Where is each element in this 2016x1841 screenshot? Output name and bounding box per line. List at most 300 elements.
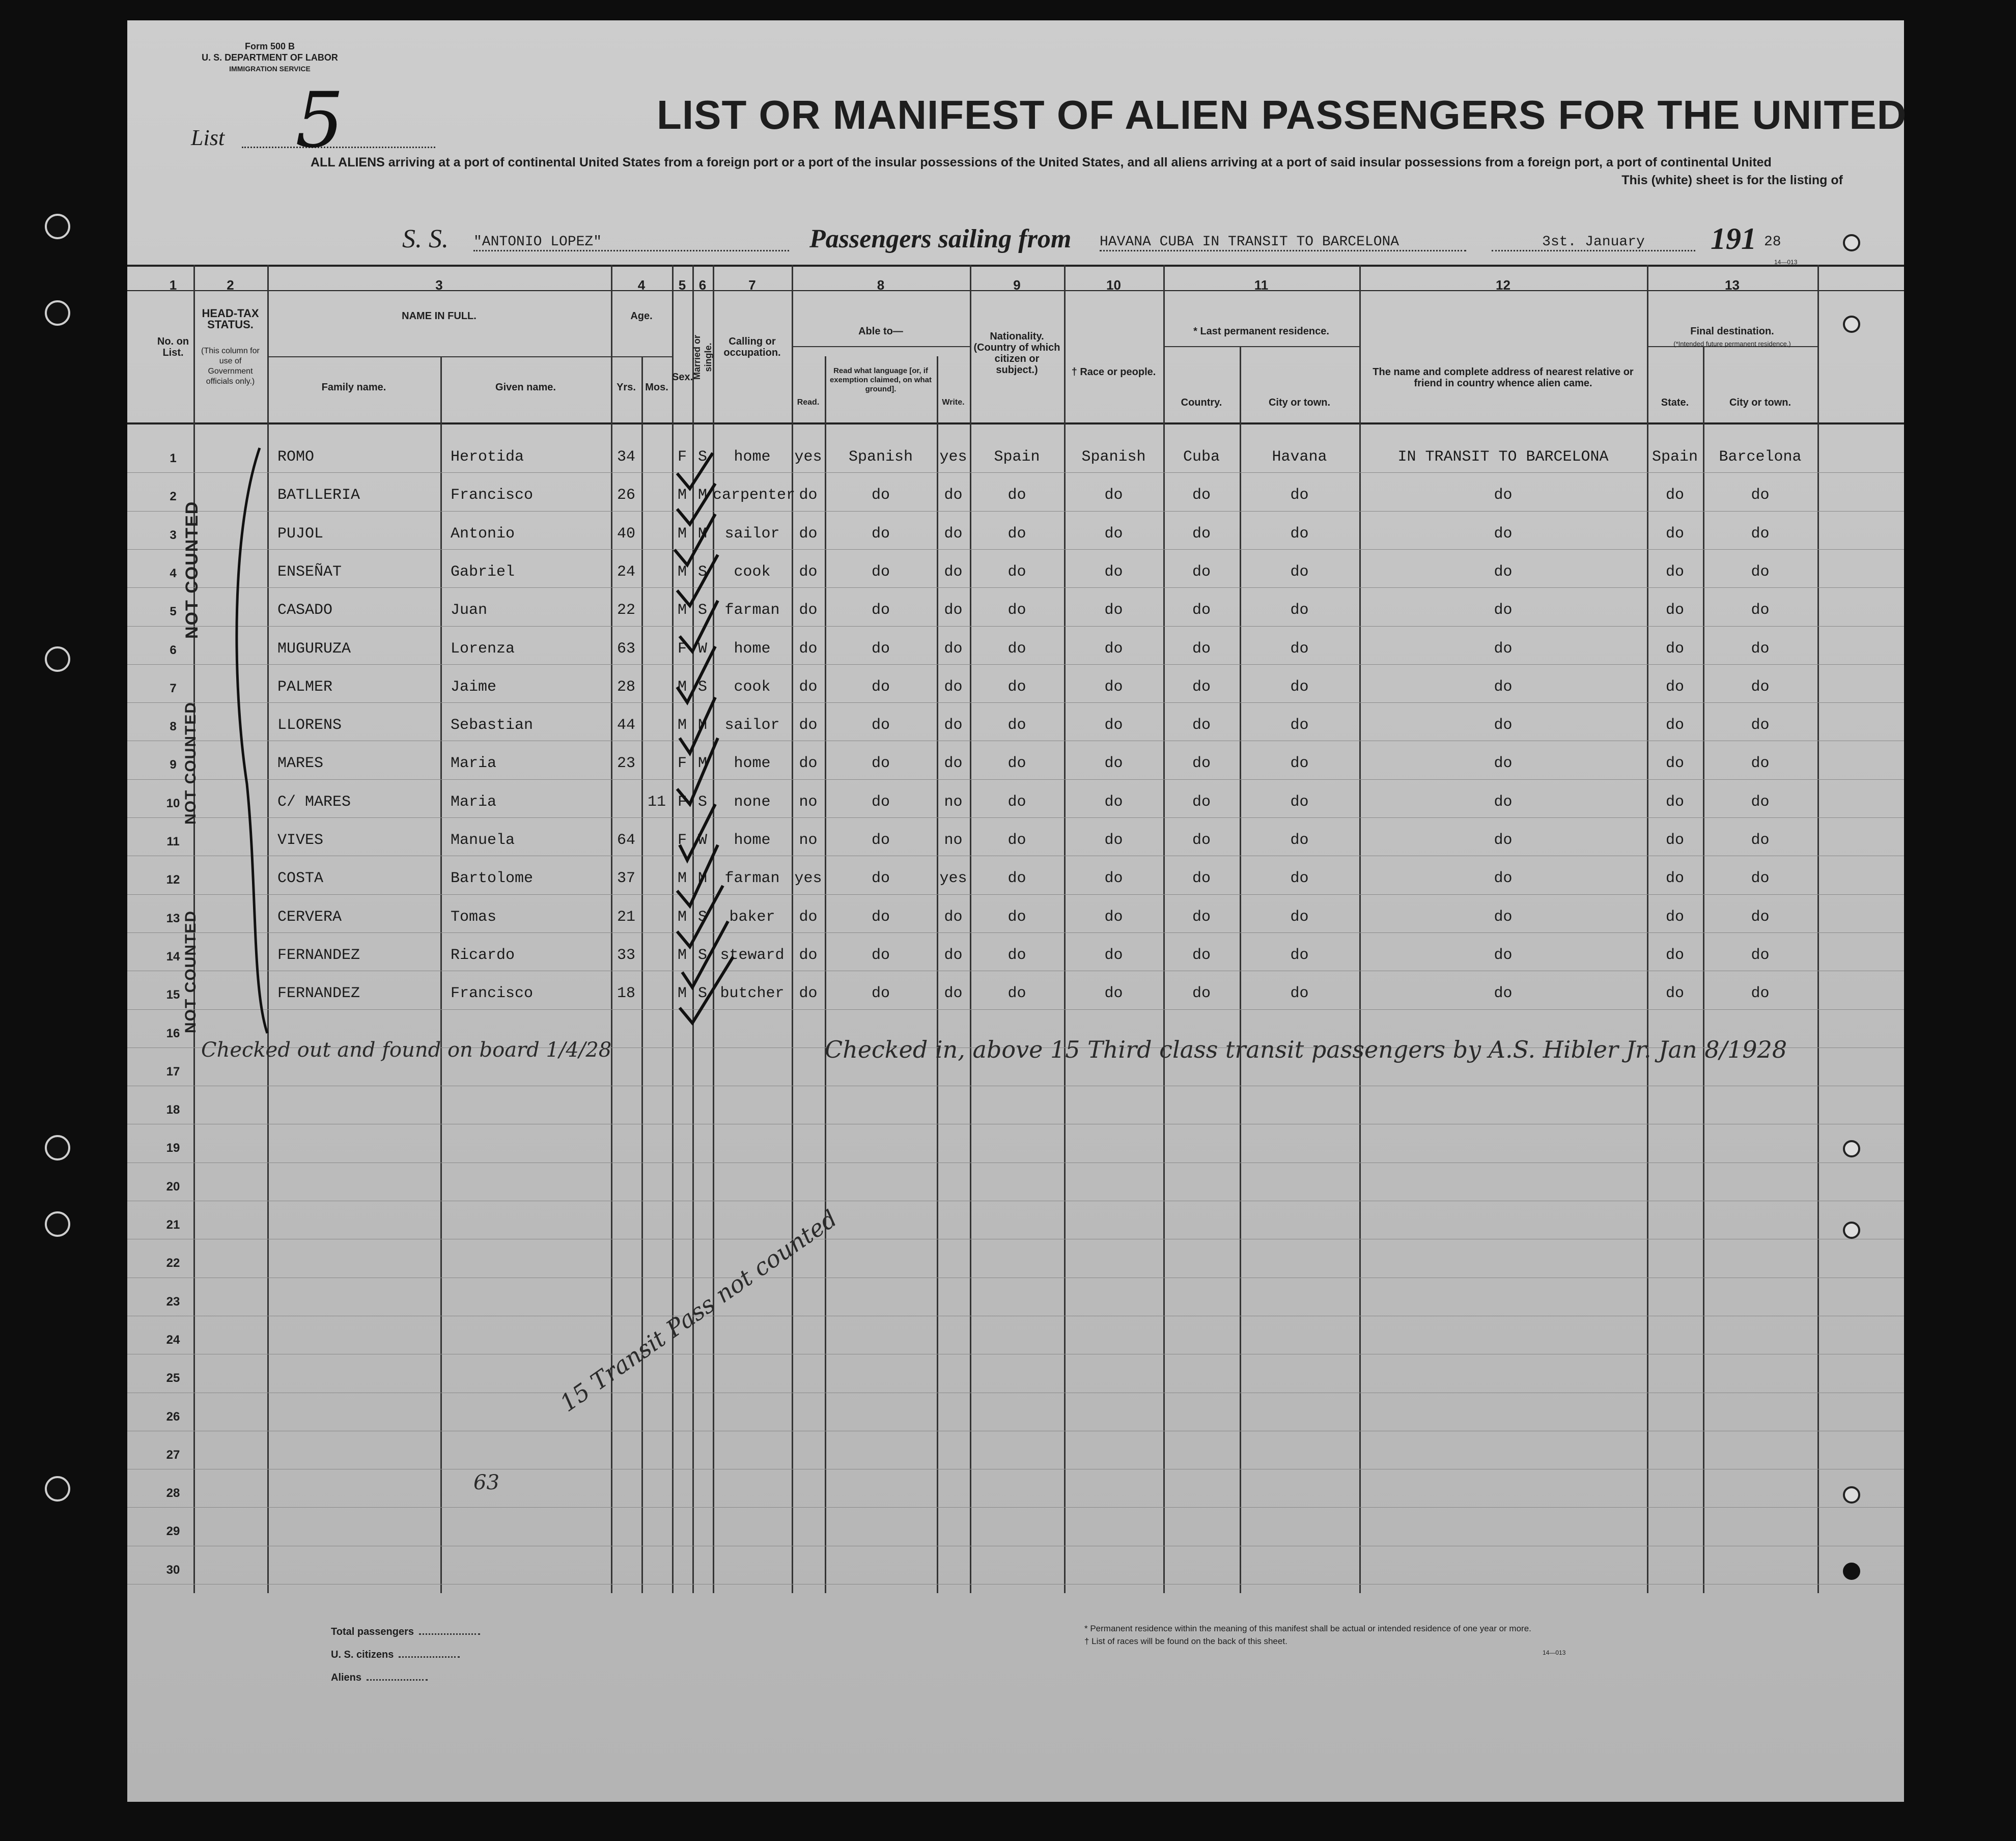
row-rule: [127, 779, 1904, 780]
nationality: do: [1007, 755, 1026, 773]
not-counted-stamp: NOT COUNTED: [182, 500, 202, 639]
read-language: do: [871, 717, 890, 734]
nationality: Spain: [994, 448, 1040, 466]
marital-status: S: [697, 563, 707, 581]
sex: F: [677, 755, 687, 773]
hdr-given-name: Given name.: [495, 382, 556, 393]
can-read: do: [799, 602, 818, 619]
row-number: 15: [166, 988, 180, 1002]
residence-city: do: [1290, 487, 1309, 504]
sailing-label: Passengers sailing from: [809, 224, 1072, 253]
can-write: yes: [939, 448, 967, 466]
residence-city: Havana: [1272, 448, 1327, 466]
col-number: 7: [748, 277, 756, 293]
relative-address: do: [1494, 908, 1513, 926]
given-name: Herotida: [451, 448, 524, 466]
hdr-mos: Mos.: [645, 382, 668, 393]
age-years: 44: [617, 717, 635, 734]
row-number: 3: [170, 528, 177, 542]
destination-state: do: [1665, 640, 1684, 658]
destination-state: do: [1665, 487, 1684, 504]
occupation: farman: [724, 602, 780, 619]
subtitle-1: ALL ALIENS arriving at a port of continental United States from a foreign port or a port of the insular possessions of the United States, and all aliens arriving at a port of said insular possessions from a foreign port, a port of continental United: [311, 155, 1772, 169]
hdr-write: Write.: [942, 398, 965, 407]
age-years: 26: [617, 487, 635, 504]
read-language: do: [871, 563, 890, 581]
family-name: PUJOL: [277, 525, 324, 543]
can-write: do: [944, 487, 963, 504]
residence-city: do: [1290, 908, 1309, 926]
read-language: do: [871, 487, 890, 504]
destination-state: do: [1665, 793, 1684, 811]
ship-name: "ANTONIO LOPEZ": [473, 234, 789, 251]
age-years: 18: [617, 985, 635, 1003]
relative-address: do: [1494, 793, 1513, 811]
occupation: farman: [724, 870, 780, 888]
relative-address: IN TRANSIT TO BARCELONA: [1397, 448, 1609, 466]
family-name: COSTA: [277, 870, 324, 888]
row-number: 21: [166, 1218, 180, 1232]
given-name: Gabriel: [451, 563, 515, 581]
row-number: 11: [166, 835, 180, 848]
read-language: do: [871, 793, 890, 811]
residence-city: do: [1290, 602, 1309, 619]
nationality: do: [1007, 640, 1026, 658]
nationality: do: [1007, 908, 1026, 926]
relative-address: do: [1494, 640, 1513, 658]
col-number: 2: [227, 277, 234, 293]
residence-country: do: [1192, 946, 1211, 964]
can-read: do: [799, 985, 818, 1003]
nationality: do: [1007, 870, 1026, 888]
form-number: Form 500 B: [244, 41, 295, 51]
name-rule: [267, 356, 611, 357]
residence-country: do: [1192, 908, 1211, 926]
nationality: do: [1007, 678, 1026, 696]
can-write: do: [944, 640, 963, 658]
family-name: CASADO: [277, 602, 333, 619]
col-line: [1817, 265, 1819, 1593]
family-name: FERNANDEZ: [277, 946, 360, 964]
marital-status: S: [697, 602, 707, 619]
destination-city: do: [1751, 717, 1770, 734]
given-name: Maria: [451, 793, 497, 811]
residence-city: do: [1290, 832, 1309, 849]
occupation: cook: [734, 563, 771, 581]
hdr-relative: The name and complete address of nearest relative or friend in country whence alien came.: [1373, 366, 1634, 389]
hdr-married: Married or single.: [692, 334, 713, 380]
residence-rule: [1163, 346, 1359, 347]
checked-in-note: Checked in, above 15 Third class transit passengers by A.S. Hibler Jr. Jan 8/1928: [825, 1036, 1787, 1063]
age-rule: [611, 356, 672, 357]
can-write: do: [944, 985, 963, 1003]
marital-status: S: [697, 793, 707, 811]
row-number: 22: [166, 1256, 180, 1270]
given-name: Ricardo: [451, 946, 515, 964]
row-rule: [127, 626, 1904, 627]
marital-status: M: [697, 487, 707, 504]
sex: M: [677, 563, 687, 581]
marital-status: M: [697, 870, 707, 888]
row-number: 23: [166, 1294, 180, 1309]
read-language: do: [871, 640, 890, 658]
relative-address: do: [1494, 717, 1513, 734]
sex: M: [677, 525, 687, 543]
can-write: yes: [939, 870, 967, 888]
sex: F: [677, 793, 687, 811]
col-number: 11: [1254, 277, 1269, 293]
nationality: do: [1007, 832, 1026, 849]
relative-address: do: [1494, 525, 1513, 543]
family-name: PALMER: [277, 678, 333, 696]
hdr-sex: Sex.: [672, 372, 693, 383]
col-number: 4: [637, 277, 646, 293]
age-years: 22: [617, 602, 635, 619]
residence-country: do: [1192, 678, 1211, 696]
residence-country: Cuba: [1183, 448, 1220, 466]
col-number: 9: [1013, 277, 1021, 293]
family-name: BATLLERIA: [277, 487, 360, 504]
residence-country: do: [1192, 487, 1211, 504]
given-name: Francisco: [451, 487, 534, 504]
age-years: 37: [617, 870, 635, 888]
destination-state: do: [1665, 755, 1684, 773]
destination-state: Spain: [1651, 448, 1698, 466]
can-read: do: [799, 908, 818, 926]
residence-country: do: [1192, 793, 1211, 811]
age-years: 40: [617, 525, 635, 543]
residence-city: do: [1290, 793, 1309, 811]
row-number: 19: [166, 1141, 180, 1155]
footer-citizens: [331, 1649, 460, 1661]
row-number: 20: [166, 1179, 180, 1194]
able-rule: [792, 346, 970, 347]
age-years: 34: [617, 448, 635, 466]
hdr-read-language: Read what language [or, if exemption claimed, on what ground].: [829, 366, 932, 393]
can-read: do: [799, 563, 818, 581]
race: do: [1104, 717, 1123, 734]
row-rule: [127, 587, 1904, 588]
given-name: Maria: [451, 755, 497, 773]
destination-city: Barcelona: [1719, 448, 1802, 466]
family-name: C/ MARES: [277, 793, 351, 811]
nationality: do: [1007, 487, 1026, 504]
row-rule: [127, 664, 1904, 665]
row-number: 16: [166, 1026, 180, 1040]
row-number: 13: [166, 911, 180, 925]
row-number: 30: [166, 1563, 180, 1577]
can-write: do: [944, 717, 963, 734]
can-read: do: [799, 487, 818, 504]
can-write: do: [944, 908, 963, 926]
can-write: no: [944, 793, 963, 811]
given-name: Lorenza: [451, 640, 515, 658]
col-line: [641, 356, 643, 1593]
can-read: yes: [794, 870, 822, 888]
read-language: do: [871, 908, 890, 926]
destination-state: do: [1665, 717, 1684, 734]
marital-status: S: [697, 908, 707, 926]
destination-state: do: [1665, 870, 1684, 888]
nationality: do: [1007, 563, 1026, 581]
can-write: do: [944, 755, 963, 773]
race: do: [1104, 946, 1123, 964]
race: Spanish: [1081, 448, 1146, 466]
given-name: Jaime: [451, 678, 497, 696]
marital-status: M: [697, 717, 707, 734]
destination-city: do: [1751, 870, 1770, 888]
occupation: home: [734, 755, 771, 773]
manifest-sheet: [127, 20, 1907, 1802]
hdr-name-in-full: NAME IN FULL.: [402, 310, 477, 322]
punch-mark: [1843, 1140, 1860, 1157]
sex: F: [677, 640, 687, 658]
residence-city: do: [1290, 755, 1309, 773]
occupation: butcher: [720, 985, 785, 1003]
hdr-last-residence: * Last permanent residence.: [1193, 326, 1329, 337]
check-marks: [667, 433, 738, 1033]
destination-city: do: [1751, 525, 1770, 543]
hdr-read: Read.: [797, 398, 820, 407]
nationality: do: [1007, 946, 1026, 964]
row-number: 17: [166, 1064, 180, 1079]
row-number: 10: [166, 796, 180, 810]
hdr-family-name: Family name.: [321, 382, 386, 393]
given-name: Francisco: [451, 985, 534, 1003]
destination-city: do: [1751, 832, 1770, 849]
occupation: home: [734, 832, 771, 849]
race: do: [1104, 755, 1123, 773]
sex: F: [677, 448, 687, 466]
can-write: do: [944, 525, 963, 543]
marital-status: S: [697, 946, 707, 964]
family-name: FERNANDEZ: [277, 985, 360, 1003]
sex: F: [677, 832, 687, 849]
relative-address: do: [1494, 946, 1513, 964]
col-number: 8: [877, 277, 885, 293]
residence-country: do: [1192, 563, 1211, 581]
can-read: do: [799, 678, 818, 696]
destination-state: do: [1665, 832, 1684, 849]
row-number: 9: [170, 758, 177, 772]
service: IMMIGRATION SERVICE: [229, 65, 311, 73]
nationality: do: [1007, 602, 1026, 619]
relative-address: do: [1494, 602, 1513, 619]
destination-state: do: [1665, 908, 1684, 926]
family-name: MARES: [277, 755, 324, 773]
bracket-mark: [211, 428, 272, 1049]
table-top-rule: [127, 265, 1904, 267]
row-rule: [127, 511, 1904, 512]
list-number: 5: [295, 76, 344, 165]
read-language: do: [871, 678, 890, 696]
read-language: Spanish: [848, 448, 913, 466]
occupation: cook: [734, 678, 771, 696]
destination-city: do: [1751, 946, 1770, 964]
row-rule: [127, 702, 1904, 703]
transit-note: 15 Transit Pass not counted: [555, 1204, 843, 1418]
can-write: do: [944, 602, 963, 619]
residence-country: do: [1192, 717, 1211, 734]
destination-city: do: [1751, 985, 1770, 1003]
row-number: 28: [166, 1486, 180, 1500]
race: do: [1104, 908, 1123, 926]
can-write: do: [944, 563, 963, 581]
can-read: yes: [794, 448, 822, 466]
row-rule: [127, 549, 1904, 550]
destination-city: do: [1751, 487, 1770, 504]
relative-address: do: [1494, 870, 1513, 888]
sailing-from: HAVANA CUBA IN TRANSIT TO BARCELONA: [1100, 234, 1466, 251]
family-name: LLORENS: [277, 717, 342, 734]
sex: M: [677, 908, 687, 926]
hdr-final-note: (*Intended future permanent residence.): [1673, 340, 1791, 348]
relative-address: do: [1494, 563, 1513, 581]
binder-hole: [45, 1211, 70, 1237]
given-name: Manuela: [451, 832, 515, 849]
occupation: carpenter: [713, 487, 796, 504]
race: do: [1104, 870, 1123, 888]
residence-country: do: [1192, 870, 1211, 888]
row-number: 14: [166, 949, 180, 964]
marital-status: M: [697, 755, 707, 773]
row-rule: [127, 932, 1904, 933]
hdr-age: Age.: [630, 310, 653, 322]
family-name: MUGURUZA: [277, 640, 351, 658]
residence-country: do: [1192, 602, 1211, 619]
read-language: do: [871, 985, 890, 1003]
footer-aliens-label: Aliens: [331, 1672, 362, 1683]
hdr-head-tax-note: (This column for use of Government officials only.): [201, 347, 260, 386]
marital-status: W: [697, 640, 707, 658]
read-language: do: [871, 602, 890, 619]
occupation: none: [734, 793, 771, 811]
sex: M: [677, 678, 687, 696]
row-number: 18: [166, 1103, 180, 1117]
header-bottom-rule: [127, 422, 1904, 424]
marital-status: W: [697, 832, 707, 849]
age-years: 24: [617, 563, 635, 581]
relative-address: do: [1494, 755, 1513, 773]
hdr-city: City or town.: [1268, 397, 1331, 408]
marital-status: S: [697, 678, 707, 696]
hdr-final-destination: Final destination.: [1690, 326, 1774, 337]
family-name: ENSEÑAT: [277, 563, 342, 581]
destination-city: do: [1751, 908, 1770, 926]
row-rule: [127, 472, 1904, 473]
given-name: Juan: [451, 602, 488, 619]
race: do: [1104, 487, 1123, 504]
col-number: 12: [1496, 277, 1510, 293]
race: do: [1104, 640, 1123, 658]
footer-aliens: [331, 1672, 428, 1684]
occupation: baker: [729, 908, 775, 926]
race: do: [1104, 985, 1123, 1003]
row-rule: [127, 1009, 1904, 1010]
residence-city: do: [1290, 985, 1309, 1003]
hdr-yrs: Yrs.: [617, 382, 636, 393]
age-years: 63: [617, 640, 635, 658]
age-years: 23: [617, 755, 635, 773]
row-number: 7: [170, 681, 177, 695]
department: U. S. DEPARTMENT OF LABOR: [202, 52, 338, 63]
race: do: [1104, 793, 1123, 811]
footer-code: 14—013: [1543, 1649, 1566, 1656]
marital-status: S: [697, 448, 707, 466]
race: do: [1104, 563, 1123, 581]
footer-total: [331, 1626, 480, 1638]
year-prefix: 191: [1711, 222, 1756, 256]
row-number: 5: [170, 605, 177, 619]
sex: M: [677, 717, 687, 734]
hdr-dest-city: City or town.: [1729, 397, 1791, 408]
sex: M: [677, 602, 687, 619]
given-name: Sebastian: [451, 717, 534, 734]
hdr-nationality: Nationality. (Country of which citizen or subject.): [973, 331, 1060, 376]
punch-mark: [1843, 1222, 1860, 1239]
row-number: 6: [170, 643, 177, 657]
race: do: [1104, 525, 1123, 543]
checked-out-note: Checked out and found on board 1/4/28: [201, 1038, 612, 1062]
destination-state: do: [1665, 525, 1684, 543]
nationality: do: [1007, 985, 1026, 1003]
hdr-head-tax: HEAD-TAX STATUS.: [202, 307, 259, 331]
given-name: Bartolome: [451, 870, 534, 888]
row-number: 1: [170, 451, 177, 465]
nationality: do: [1007, 793, 1026, 811]
destination-city: do: [1751, 602, 1770, 619]
residence-country: do: [1192, 525, 1211, 543]
destination-city: do: [1751, 678, 1770, 696]
occupation: steward: [720, 946, 785, 964]
binder-hole: [45, 300, 70, 326]
form-code: 14—013: [1774, 259, 1798, 266]
race: do: [1104, 678, 1123, 696]
nationality: do: [1007, 717, 1026, 734]
ss-label: S. S.: [402, 224, 449, 253]
race: do: [1104, 602, 1123, 619]
destination-city: do: [1751, 563, 1770, 581]
residence-city: do: [1290, 870, 1309, 888]
can-write: do: [944, 678, 963, 696]
row-number: 4: [170, 566, 177, 580]
row-number: 24: [166, 1333, 180, 1347]
marital-status: S: [697, 985, 707, 1003]
row-rule: [127, 1507, 1904, 1508]
age-months: 11: [647, 793, 666, 811]
punch-mark: [1843, 316, 1860, 333]
row-number: 12: [166, 873, 180, 887]
col-number: 13: [1725, 277, 1740, 293]
row-rule: [127, 817, 1904, 818]
binder-hole: [45, 1476, 70, 1502]
sex: M: [677, 946, 687, 964]
col-number: 1: [169, 277, 177, 293]
punch-mark: [1843, 234, 1860, 251]
read-language: do: [871, 832, 890, 849]
occupation: home: [734, 640, 771, 658]
residence-country: do: [1192, 755, 1211, 773]
punch-mark: [1843, 1563, 1860, 1580]
residence-city: do: [1290, 717, 1309, 734]
age-years: 28: [617, 678, 635, 696]
residence-city: do: [1290, 678, 1309, 696]
residence-city: do: [1290, 640, 1309, 658]
residence-country: do: [1192, 640, 1211, 658]
family-name: CERVERA: [277, 908, 342, 926]
sex: M: [677, 870, 687, 888]
given-name: Antonio: [451, 525, 515, 543]
